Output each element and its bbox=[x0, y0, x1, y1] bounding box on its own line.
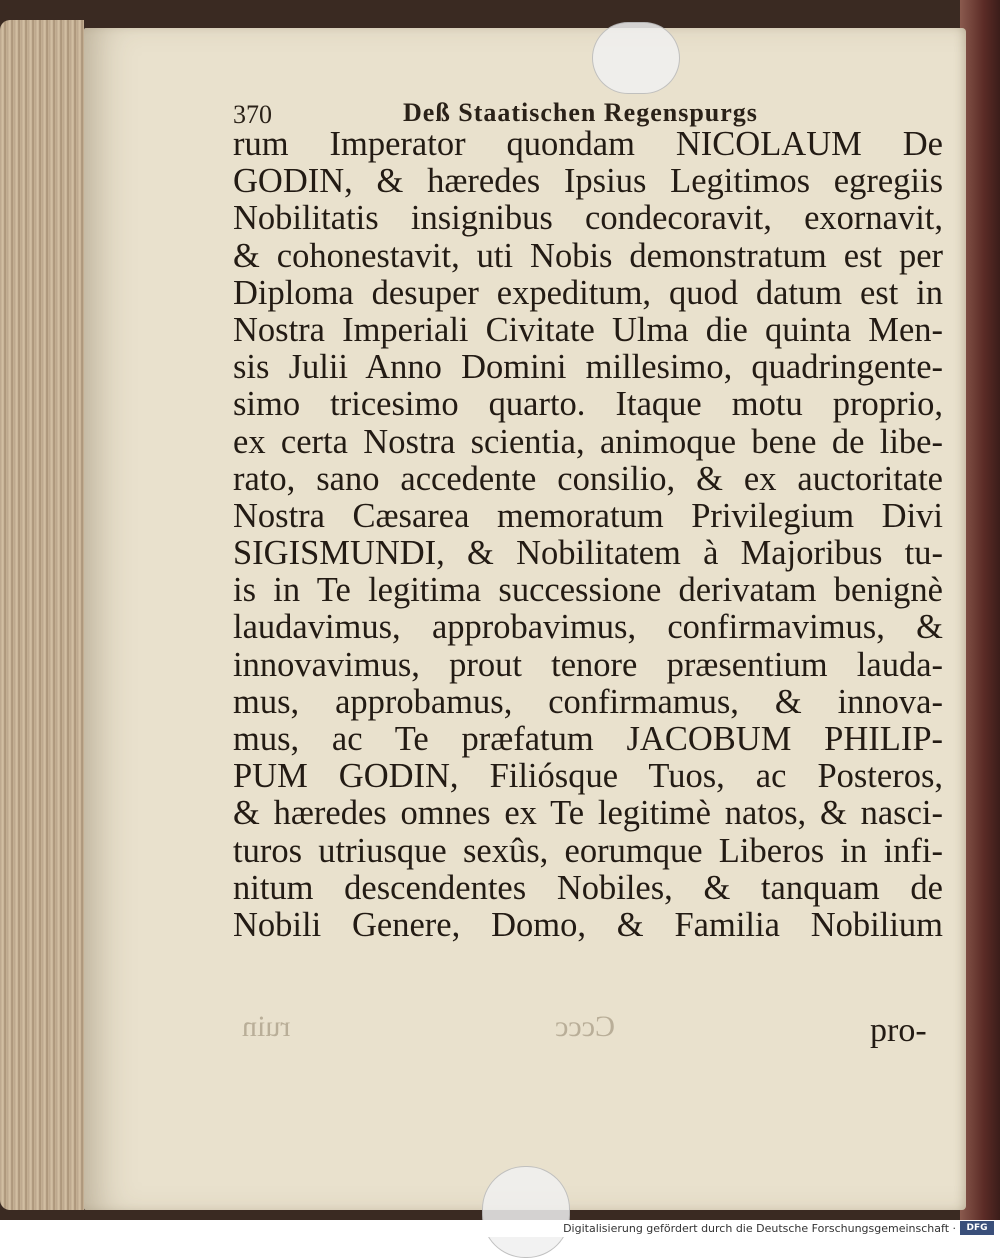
footer bbox=[0, 1220, 1000, 1237]
text-line: laudavimus, approbavimus, confirmavimus, & bbox=[233, 608, 943, 647]
text-line: PUM GODIN, Filiósque Tuos, ac Posteros, bbox=[233, 757, 943, 796]
catchword: pro- bbox=[870, 1012, 927, 1049]
text-line: mus, approbamus, confirmamus, & innova- bbox=[233, 682, 943, 721]
text-line: & cohonestavit, uti Nobis demonstratum est per bbox=[233, 236, 943, 275]
text-line: Diploma desuper expeditum, quod datum est in bbox=[233, 273, 943, 312]
text-line: is in Te legitima successione derivatam benignè bbox=[233, 571, 943, 610]
show-through-center: Cccc bbox=[555, 1010, 615, 1043]
binding-edge bbox=[960, 0, 1000, 1220]
text-line: turos utriusque sexûs, eorumque Liberos in infi- bbox=[233, 831, 943, 870]
text-line: ex certa Nostra scientia, animoque bene de libe- bbox=[233, 422, 943, 461]
text-line: rato, sano accedente consilio, & ex auctoritate bbox=[233, 459, 943, 498]
text-line: GODIN, & hæredes Ipsius Legitimos egregiis bbox=[233, 162, 943, 201]
text-line: simo tricesimo quarto. Itaque motu proprio, bbox=[233, 385, 943, 424]
page-edges bbox=[0, 20, 84, 1210]
running-head: Deß Staatischen Regenspurgs bbox=[403, 98, 758, 127]
dfg-logo: DFG bbox=[960, 1221, 994, 1235]
show-through-left: ruin bbox=[242, 1010, 291, 1043]
body-text bbox=[233, 126, 943, 944]
text-line: Nostra Imperiali Civitate Ulma die quinta Men- bbox=[233, 310, 943, 349]
text-line: Nobili Genere, Domo, & Familia Nobilium bbox=[233, 905, 943, 944]
top-clip bbox=[592, 22, 680, 94]
page-number: 370 bbox=[233, 100, 272, 129]
text-line: mus, ac Te præfatum JACOBUM PHILIP- bbox=[233, 720, 943, 758]
text-line: nitum descendentes Nobiles, & tanquam de bbox=[233, 868, 943, 907]
text-line: sis Julii Anno Domini millesimo, quadringente- bbox=[233, 348, 943, 387]
funding-note: Digitalisierung gefördert durch die Deutsche Forschungsgemeinschaft · bbox=[563, 1222, 956, 1235]
text-line: Nobilitatis insignibus condecoravit, exornavit, bbox=[233, 199, 943, 238]
text-line: rum Imperator quondam NICOLAUM De bbox=[233, 125, 943, 163]
text-line: innovavimus, prout tenore præsentium lauda- bbox=[233, 645, 943, 684]
text-line: & hæredes omnes ex Te legitimè natos, & nasci- bbox=[233, 794, 943, 833]
text-line: SIGISMUNDI, & Nobilitatem à Majoribus tu- bbox=[233, 534, 943, 573]
text-line: Nostra Cæsarea memoratum Privilegium Divi bbox=[233, 496, 943, 535]
bottom-clip bbox=[482, 1166, 570, 1258]
